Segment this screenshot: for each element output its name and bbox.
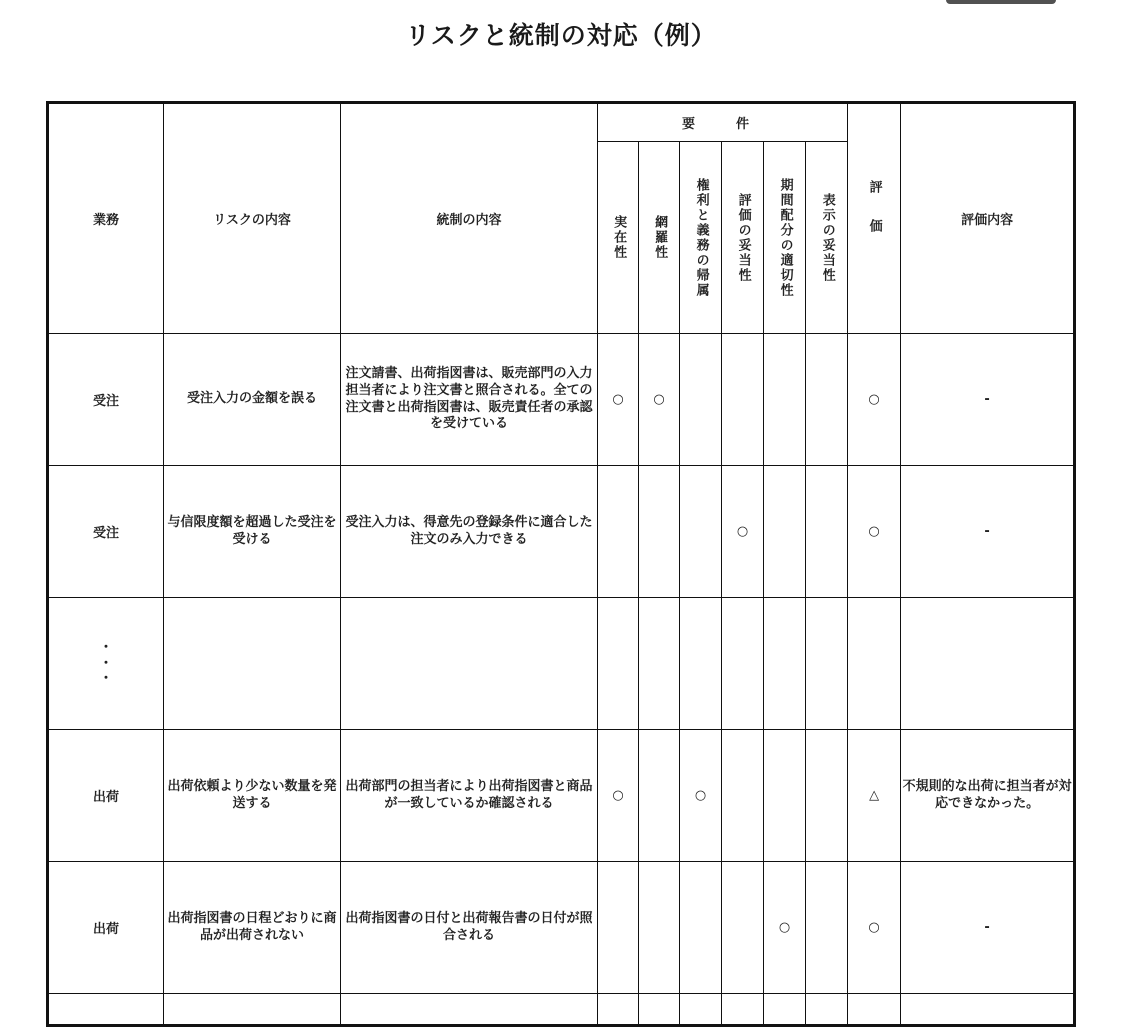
cell-risk: 受注入力の金額を誤る — [164, 334, 341, 466]
header-req-cutoff: 期間配分の適切性 — [764, 142, 806, 334]
cell-eval-detail: - — [901, 862, 1075, 994]
table-row — [48, 466, 1075, 598]
table-row — [48, 730, 1075, 862]
cell-evaluation: ○ — [848, 466, 901, 598]
cell-evaluation — [848, 598, 901, 730]
cell-evaluation: ○ — [848, 334, 901, 466]
cell-control: 出荷部門の担当者により出荷指図書と商品が一致しているか確認される — [341, 730, 598, 862]
cell-mark: ○ — [680, 730, 722, 862]
cell-mark — [680, 598, 722, 730]
cell-mark — [722, 862, 764, 994]
risk-control-table — [46, 101, 1076, 1027]
cell-mark — [639, 730, 680, 862]
cell-gyomu: 受注 — [48, 334, 164, 466]
header-req-existence: 実在性 — [598, 142, 639, 334]
header-evaluation: 評価 — [848, 103, 901, 334]
cell-risk — [164, 598, 341, 730]
header-control: 統制の内容 — [341, 103, 598, 334]
table-row — [48, 334, 1075, 466]
cell-risk: 出荷指図書の日程どおりに商品が出荷されない — [164, 862, 341, 994]
cell-mark — [722, 598, 764, 730]
cell-mark: ○ — [639, 334, 680, 466]
cell-mark — [639, 466, 680, 598]
cell-eval-detail: - — [901, 334, 1075, 466]
cell-eval-detail — [901, 598, 1075, 730]
header-req-rights: 権利と義務の帰属 — [680, 142, 722, 334]
cell-mark — [680, 466, 722, 598]
cell-mark — [680, 862, 722, 994]
cell-eval-detail: - — [901, 466, 1075, 598]
cell-mark: ○ — [598, 730, 639, 862]
cell-mark — [764, 730, 806, 862]
cell-mark — [598, 466, 639, 598]
cell-control — [341, 598, 598, 730]
header-gyomu: 業務 — [48, 103, 164, 334]
cell-gyomu-ellipsis: ・ ・ ・ — [48, 598, 164, 730]
cell-mark — [598, 598, 639, 730]
header-req-presentation: 表示の妥当性 — [806, 142, 848, 334]
cell-mark — [722, 334, 764, 466]
cell-mark — [598, 862, 639, 994]
cell-mark — [722, 730, 764, 862]
cell-mark — [764, 466, 806, 598]
cell-evaluation: △ — [848, 730, 901, 862]
cell-mark — [806, 466, 848, 598]
cell-mark: ○ — [764, 862, 806, 994]
cell-mark — [806, 730, 848, 862]
cell-mark — [764, 334, 806, 466]
header-eval-detail: 評価内容 — [901, 103, 1075, 334]
cell-risk: 出荷依頼より少ない数量を発送する — [164, 730, 341, 862]
cell-control: 注文請書、出荷指図書は、販売部門の入力担当者により注文書と照合される。全ての注文書と出荷指図書は、販売責任者の承認を受けている — [341, 334, 598, 466]
cell-mark — [806, 334, 848, 466]
cell-gyomu: 出荷 — [48, 730, 164, 862]
cell-control: 出荷指図書の日付と出荷報告書の日付が照合される — [341, 862, 598, 994]
cell-eval-detail: 不規則的な出荷に担当者が対応できなかった。 — [901, 730, 1075, 862]
header-req-completeness: 網羅性 — [639, 142, 680, 334]
cell-mark — [680, 334, 722, 466]
cell-mark — [764, 598, 806, 730]
cell-mark — [806, 862, 848, 994]
table-row-cutoff — [48, 994, 1075, 1026]
page-title: リスクと統制の対応（例） — [405, 21, 717, 50]
cell-evaluation: ○ — [848, 862, 901, 994]
table-row — [48, 598, 1075, 730]
corner-stamp — [946, 0, 1056, 4]
cell-mark — [639, 598, 680, 730]
header-requirements: 要 件 — [598, 103, 848, 142]
cell-risk: 与信限度額を超過した受注を受ける — [164, 466, 341, 598]
table-row — [48, 862, 1075, 994]
header-req-valuation: 評価の妥当性 — [722, 142, 764, 334]
header-risk: リスクの内容 — [164, 103, 341, 334]
cell-control: 受注入力は、得意先の登録条件に適合した注文のみ入力できる — [341, 466, 598, 598]
cell-gyomu: 受注 — [48, 466, 164, 598]
cell-gyomu: 出荷 — [48, 862, 164, 994]
cell-mark — [639, 862, 680, 994]
cell-mark: ○ — [722, 466, 764, 598]
cell-mark — [806, 598, 848, 730]
cell-mark: ○ — [598, 334, 639, 466]
